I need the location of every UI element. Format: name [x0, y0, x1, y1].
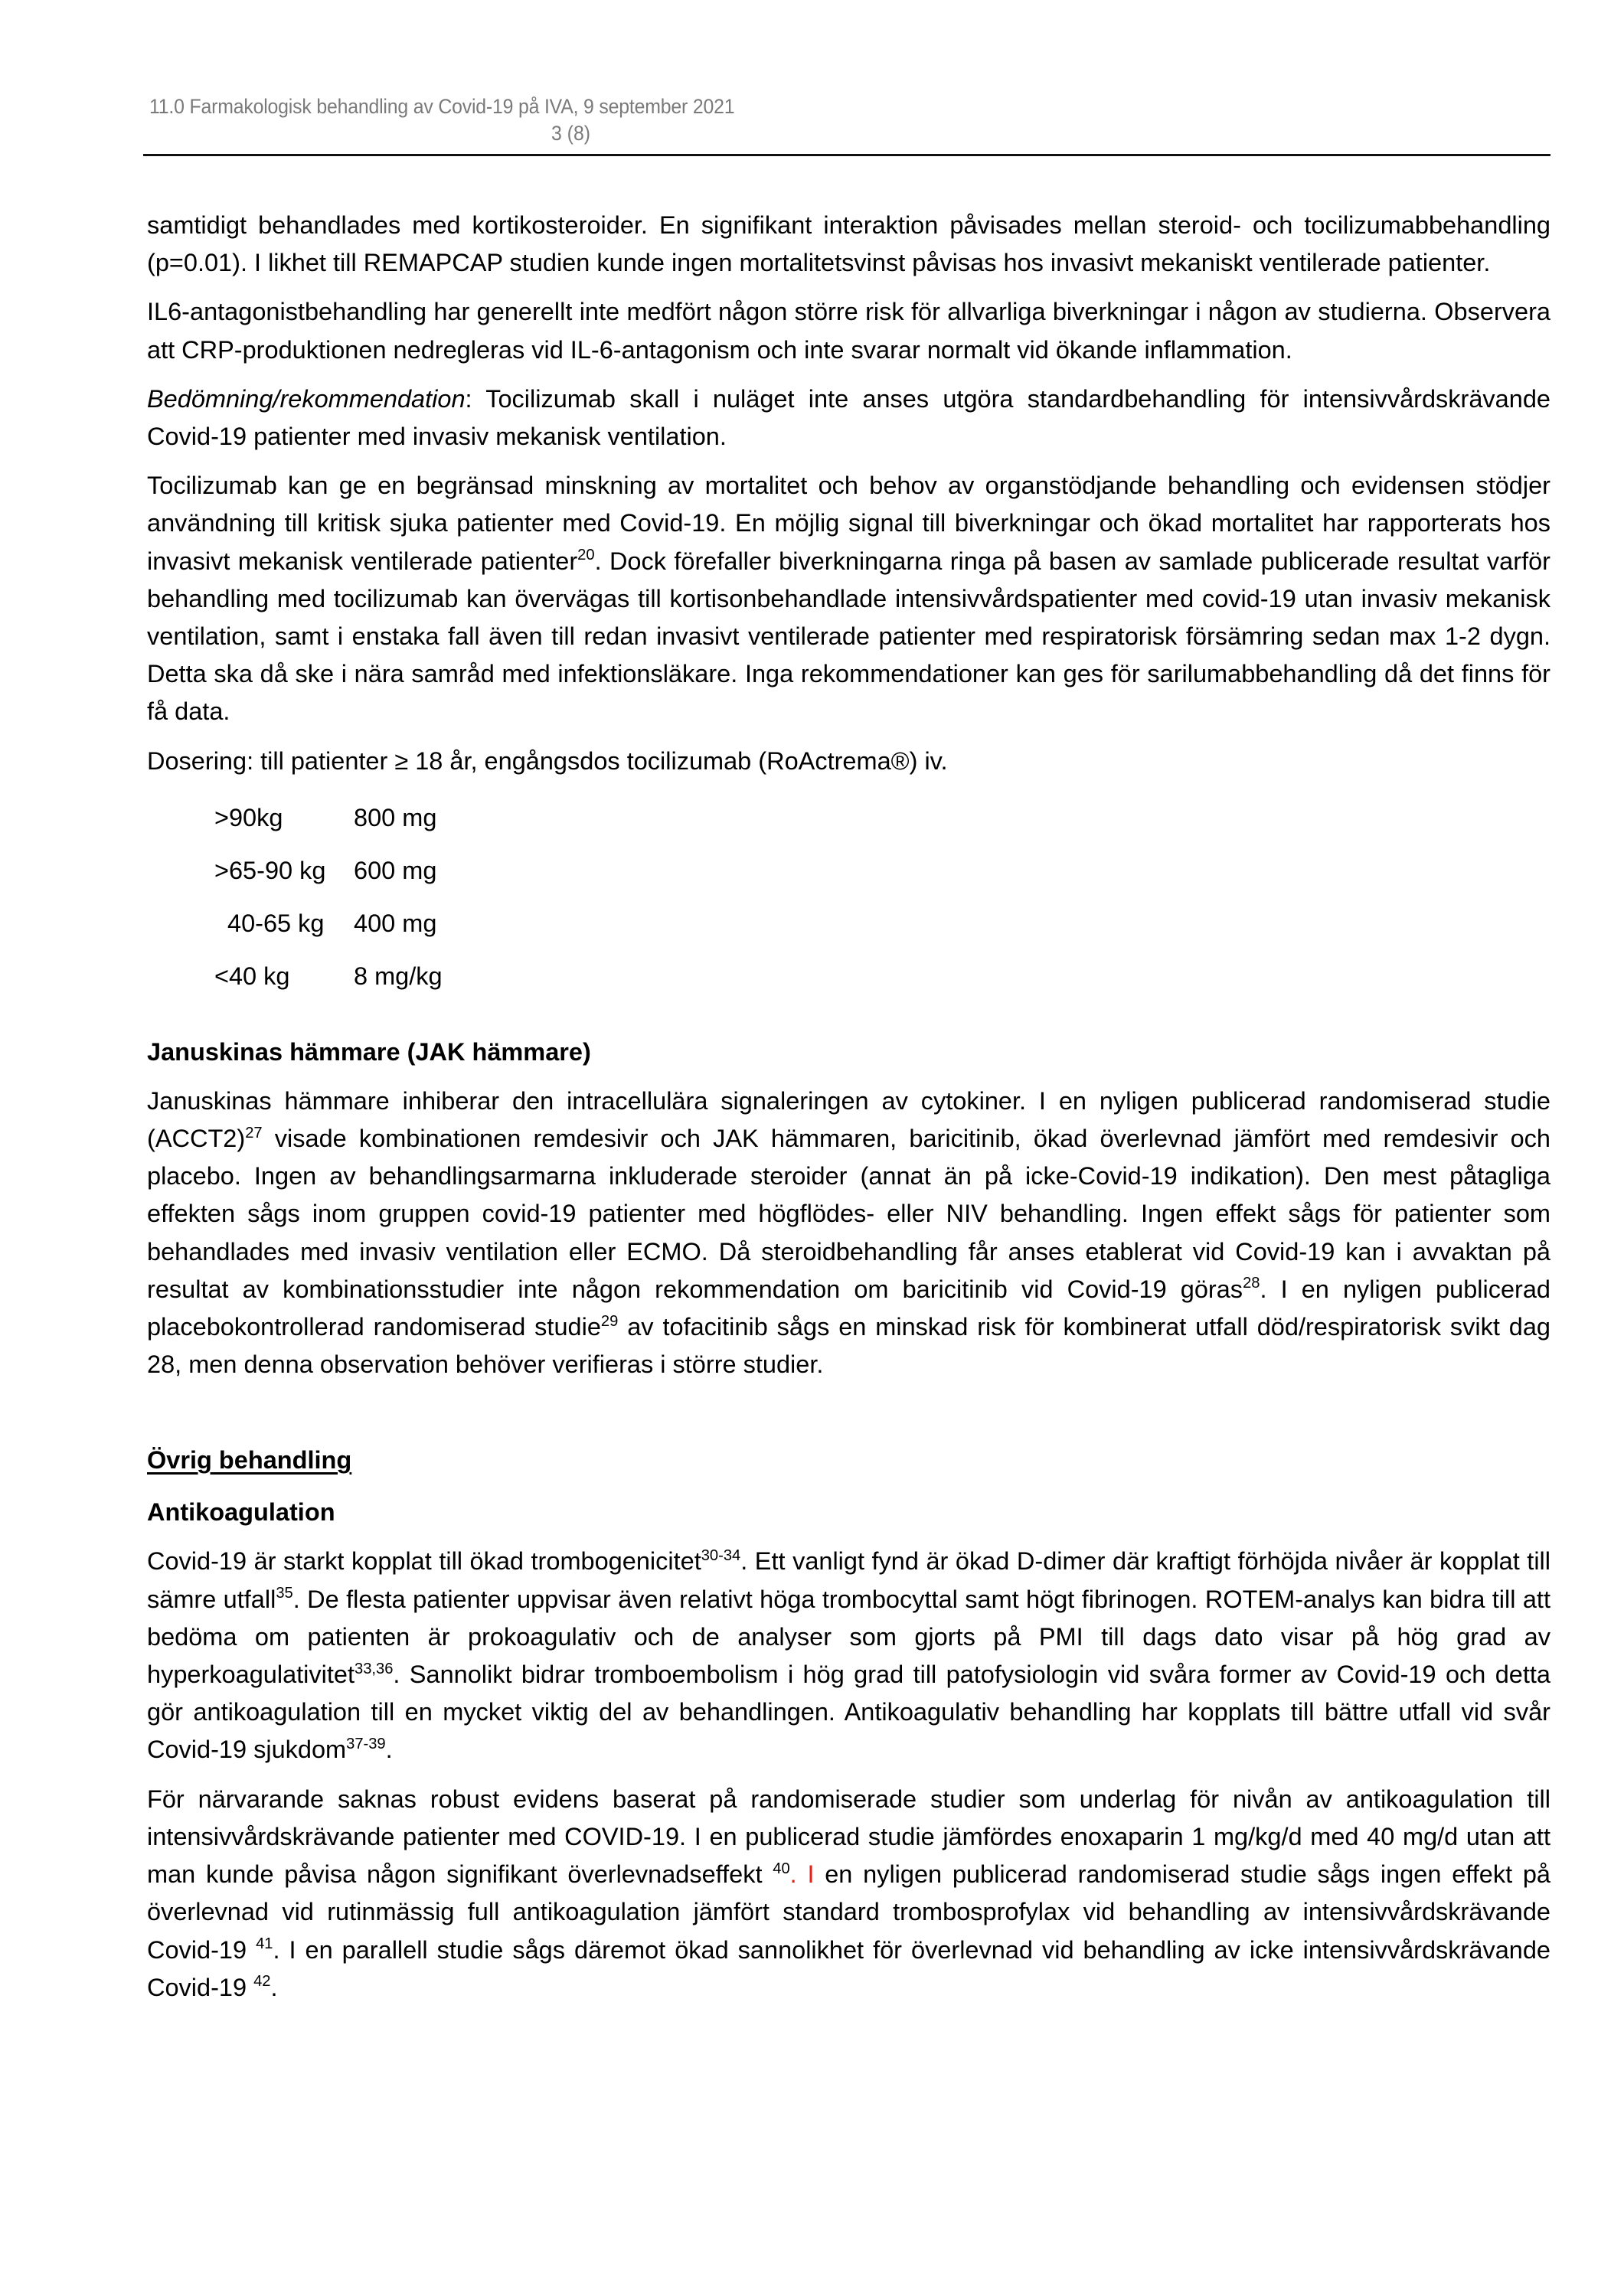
dosing-dose: 8 mg/kg [354, 962, 443, 990]
dosing-weight: 40-65 kg [227, 909, 325, 937]
reference-superscript: 35 [276, 1585, 293, 1602]
text-run: . Sannolikt bidrar tromboembolism i hög grad till patofysiologin vid svåra former av Covid-19 och detta gör antikoagulation till en mycket viktig del av behandlingen. Antikoagulativ behandling har kopplats till bättre utfall vid svår Covid-19 sjukdom [147, 1661, 1550, 1764]
reference-superscript: 27 [245, 1124, 263, 1141]
section-heading-ovrig: Övrig behandling [147, 1446, 352, 1475]
text-run: . [385, 1736, 393, 1764]
reference-superscript: 29 [600, 1312, 619, 1330]
paragraph-antikoagulation-2 [147, 1781, 1550, 2007]
reference-superscript: 42 [253, 1973, 271, 1991]
paragraph-dosing-intro: Dosering: till patienter ≥ 18 år, engångsdos tocilizumab (RoActrema®) iv. [147, 746, 948, 775]
dosing-weight: >65-90 kg [214, 856, 326, 884]
page-number: 3 (8) [551, 122, 591, 145]
paragraph-il6-safety: IL6-antagonistbehandling har generellt inte medfört någon större risk för allvarliga biverkningar i någon av studierna. Observera att CRP-produktionen nedregleras vid IL-6-antagonism och inte svarar normalt vid ökande inflammation. [147, 298, 1550, 364]
dosing-dose: 600 mg [354, 856, 437, 884]
dosing-table [214, 792, 443, 1003]
text-run: . De flesta patienter uppvisar även relativt höga trombocyttal samt högt fibrinogen. ROTEM-analys kan bidra till att bedöma om patienten är prokoagulativ och de analyser som gjorts på PMI till dags dato visar på hög grad av hyperkoagulativitet [147, 1585, 1550, 1689]
text-run: Januskinas hämmare inhiberar den intracellulära signaleringen av cytokiner. I en nyligen publicerad randomiserad studie (ACCT2) [147, 1086, 1550, 1153]
paragraph-tocilizumab-evidence [147, 467, 1550, 730]
recommendation-label: Bedömning/rekommendation [147, 384, 466, 413]
paragraph-antikoagulation-1 [147, 1543, 1550, 1769]
section-heading-jak: Januskinas hämmare (JAK hämmare) [147, 1037, 591, 1066]
paragraph-recommendation [147, 380, 1550, 456]
text-run: Tocilizumab kan ge en begränsad minskning av mortalitet och behov av organstödjande behandling och evidensen stödjer användning till kritisk sjuka patienter med Covid-19. En möjlig signal till biverkningar och ökad mortalitet har rapporterats hos invasivt mekanisk ventilerade patienter [147, 472, 1550, 575]
text-run: en nyligen publicerad randomiserad studie sågs ingen effekt på överlevnad vid rutinmässig full antikoagulation jämfört standard trombosprofylax vid behandling av intensivvårdskrävande Covid-19 [147, 1860, 1551, 1964]
dosing-weight: >90kg [214, 803, 283, 831]
header-divider [143, 154, 1550, 156]
reference-superscript: 30-34 [701, 1546, 741, 1564]
dosing-dose: 800 mg [354, 803, 437, 831]
text-run: av tofacitinib sågs en minskad risk för kombinerat utfall död/respiratorisk svikt dag 28, men denna observation behöver verifieras i större studier. [147, 1313, 1550, 1379]
text-run: För närvarande saknas robust evidens baserat på randomiserade studier som underlag för nivån av antikoagulation till intensivvårdskrävande patienter med COVID-19. I en publicerad studie jämfördes enoxaparin 1 mg/kg/d med 40 mg/d utan att man kunde påvisa någon signifikant överlevnadseffekt [147, 1785, 1550, 1889]
dosing-row [214, 950, 443, 1003]
paragraph-steroid-interaction: samtidigt behandlades med kortikosteroider. En signifikant interaktion påvisades mellan steroid- och tocilizumabbehandling (p=0.01). I likhet till REMAPCAP studien kunde ingen mortalitetsvinst påvisas hos invasivt mekaniskt ventilerade patienter. [147, 211, 1550, 277]
document-body [147, 207, 1550, 2007]
subsection-heading-antikoagulation: Antikoagulation [147, 1498, 335, 1527]
reference-superscript: 37-39 [346, 1736, 386, 1752]
dosing-row [214, 792, 443, 844]
text-run: . Ett vanligt fynd är ökad D-dimer där kraftigt förhöjda nivåer är kopplat till sämre utfall [147, 1547, 1550, 1613]
reference-superscript: 28 [1243, 1275, 1260, 1292]
text-run: Covid-19 är starkt kopplat till ökad trombogenicitet [147, 1547, 701, 1576]
text-run: . [270, 1973, 278, 2001]
paragraph-jak [147, 1083, 1550, 1384]
dosing-row [214, 897, 443, 950]
reference-superscript: 40 [773, 1860, 790, 1877]
text-run: . I en parallell studie sågs däremot ökad sannolikhet för överlevnad vid behandling av icke intensivvårdskrävande Covid-19 [147, 1935, 1550, 2001]
dosing-dose: 400 mg [354, 909, 437, 937]
reference-superscript: 20 [577, 547, 595, 564]
dosing-row [214, 844, 443, 897]
reference-superscript: 33,36 [355, 1660, 394, 1677]
text-run: . Dock förefaller biverkningarna ringa på basen av samlade publicerade resultat varför behandling med tocilizumab kan övervägas till kortisonbehandlade intensivvårdspatienter med covid-19 utan invasiv mekanisk ventilation, samt i enstaka fall även till redan invasivt ventilerade patienter med respiratorisk försämring sedan max 1-2 dygn. Detta ska då ske i nära samråd med infektionsläkare. Inga rekommendationer kan ges för sarilumabbehandling då det finns för få data. [147, 547, 1550, 726]
highlighted-text: . I [789, 1860, 815, 1889]
reference-superscript: 41 [256, 1935, 273, 1953]
document-title: 11.0 Farmakologisk behandling av Covid-19 på IVA, 9 september 2021 [149, 95, 735, 118]
text-run: . I en nyligen publicerad placebokontrollerad randomiserad studie [147, 1275, 1551, 1341]
text-run: visade kombinationen remdesivir och JAK hämmaren, baricitinib, ökad överlevnad jämfört med remdesivir och placebo. Ingen av behandlingsarmarna inkluderade steroider (annat än på icke-Covid-19 indikation). Den mest påtagliga effekten sågs inom gruppen covid-19 patienter med högflödes- eller NIV behandling. Ingen effekt sågs för patienter som behandlades med invasiv ventilation eller ECMO. Då steroidbehandling får anses etablerat vid Covid-19 kan i avvaktan på resultat av kombinationsstudier inte någon rekommendation om baricitinib vid Covid-19 göras [147, 1125, 1550, 1303]
dosing-weight: <40 kg [214, 962, 290, 990]
recommendation-text: : Tocilizumab skall i nuläget inte anses utgöra standardbehandling för intensivvårdskrävande Covid-19 patienter med invasiv mekanisk ventilation. [147, 384, 1550, 451]
